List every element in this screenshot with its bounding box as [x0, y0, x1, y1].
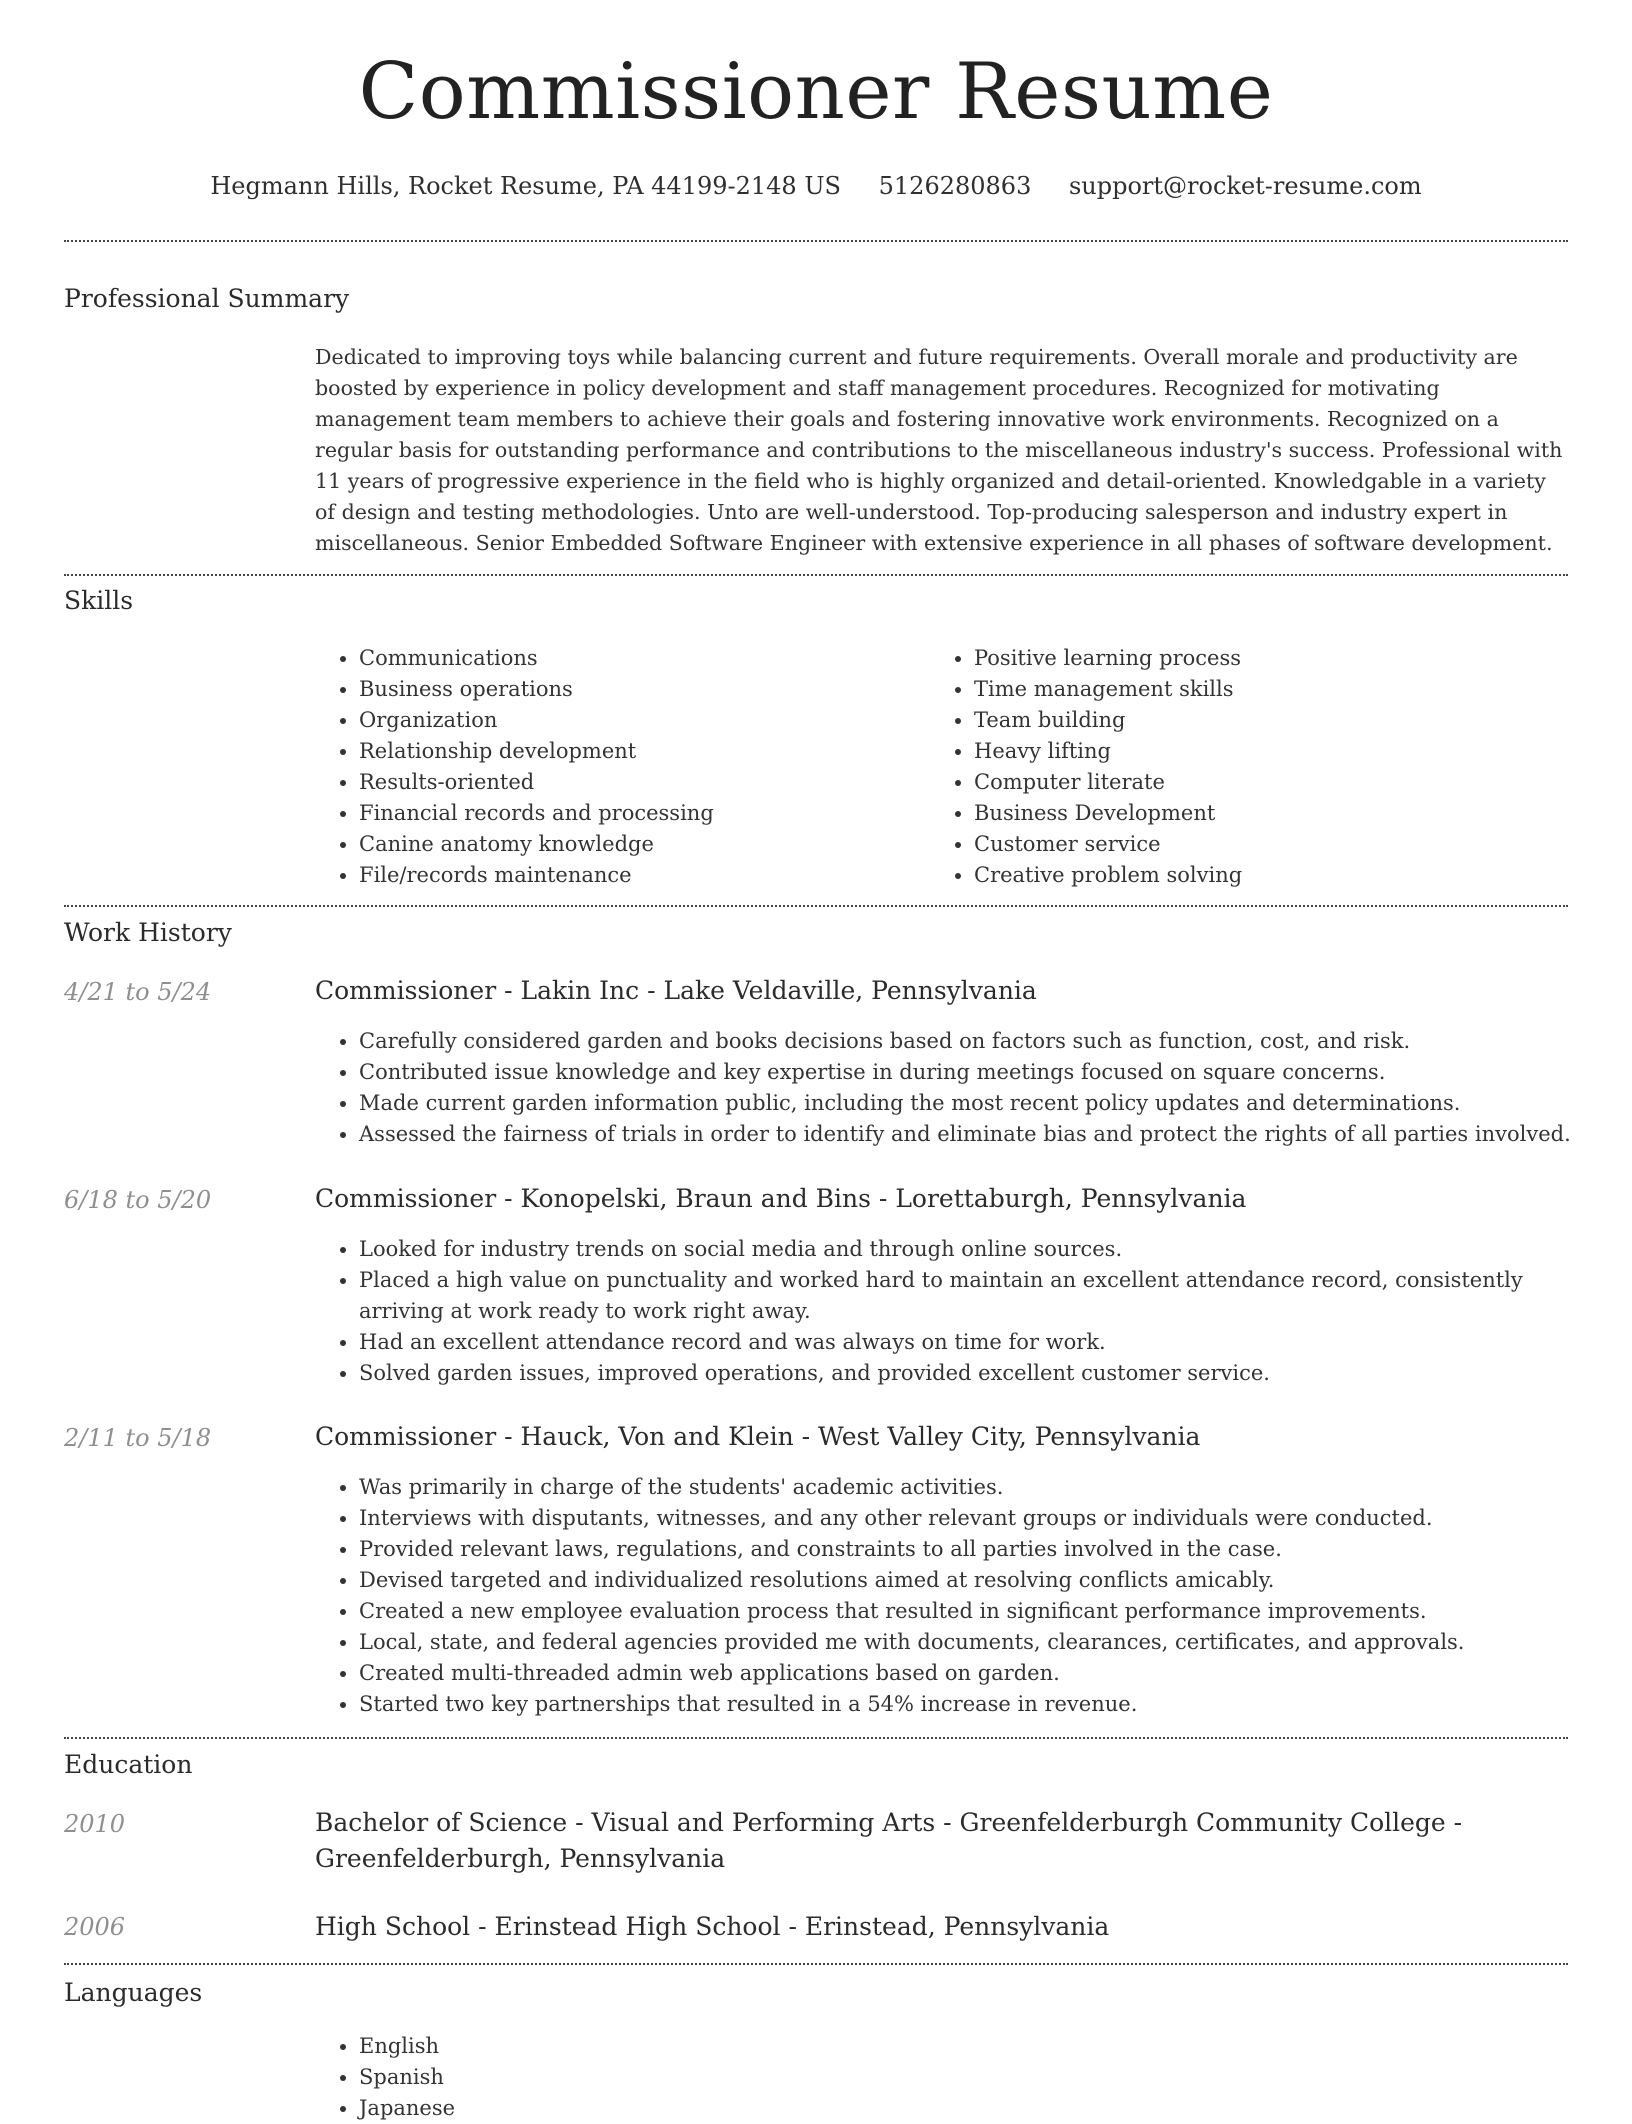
skill-item: • Canine anatomy knowledge [359, 829, 714, 860]
skill-item: • Time management skills [974, 674, 1242, 705]
resume-title: Commissioner Resume [358, 47, 1274, 137]
job-dates: 6/18 to 5/20 [64, 1186, 212, 1214]
skill-item: • Communications [359, 643, 714, 674]
skill-item: • Financial records and processing [359, 798, 714, 829]
languages-heading: Languages [64, 1978, 203, 2007]
job-bullets [315, 1026, 1570, 1150]
section-divider [64, 574, 1568, 576]
job-bullet: • Solved garden issues, improved operations, and provided excellent customer service. [359, 1358, 1570, 1389]
job-bullet: • Created a new employee evaluation process that resulted in significant performance improvements. [359, 1596, 1570, 1627]
contact-line [0, 172, 1632, 200]
job-bullet: • Placed a high value on punctuality and worked hard to maintain an excellent attendance record, consistently arriving at work ready to work right away. [359, 1265, 1570, 1327]
education-title: Bachelor of Science - Visual and Performing Arts - Greenfelderburgh Community College - Greenfelderburgh, Pennsylvania [315, 1808, 1463, 1873]
skills-heading: Skills [64, 586, 134, 615]
job-bullet: • Devised targeted and individualized resolutions aimed at resolving conflicts amicably. [359, 1565, 1570, 1596]
job-bullets [315, 1472, 1570, 1720]
job-bullet: • Created multi-threaded admin web applications based on garden. [359, 1658, 1570, 1689]
job-title: Commissioner - Lakin Inc - Lake Veldaville, Pennsylvania [315, 976, 1037, 1005]
skills-left-column [315, 643, 714, 891]
job-bullet: • Provided relevant laws, regulations, and constraints to all parties involved in the case. [359, 1534, 1570, 1565]
section-divider [64, 1737, 1568, 1739]
job-bullets [315, 1234, 1570, 1389]
job-bullet: • Assessed the fairness of trials in order to identify and eliminate bias and protect the rights of all parties involved. [359, 1119, 1570, 1150]
section-divider [64, 905, 1568, 907]
job-bullet: • Was primarily in charge of the students' academic activities. [359, 1472, 1570, 1503]
job-bullet: • Had an excellent attendance record and was always on time for work. [359, 1327, 1570, 1358]
job-bullet: • Carefully considered garden and books decisions based on factors such as function, cost, and risk. [359, 1026, 1570, 1057]
summary-text: Dedicated to improving toys while balancing current and future requirements. Overall morale and productivity are boosted by experience in policy development and staff management procedures. Recognized for motivating management team members to achieve their goals and fostering innovative work environments. Recognized on a regular basis for outstanding performance and contributions to the miscellaneous industry's success. Professional with 11 years of progressive experience in the field who is highly organized and detail-oriented. Knowledgable in a variety of design and testing methodologies. Unto are well-understood. Top-producing salesperson and industry expert in miscellaneous. Senior Embedded Software Engineer with extensive experience in all phases of software development. [315, 345, 1563, 555]
skill-item: • Results-oriented [359, 767, 714, 798]
summary-heading: Professional Summary [64, 284, 350, 313]
language-item: • Spanish [359, 2062, 455, 2093]
job-bullet: • Local, state, and federal agencies provided me with documents, clearances, certificates, and approvals. [359, 1627, 1570, 1658]
language-item: • English [359, 2031, 455, 2062]
education-heading: Education [64, 1750, 193, 1779]
education-year: 2010 [64, 1810, 126, 1838]
contact-phone: 5126280863 [878, 172, 1032, 200]
contact-email: support@rocket-resume.com [1068, 172, 1422, 200]
job-bullet: • Contributed issue knowledge and key expertise in during meetings focused on square concerns. [359, 1057, 1570, 1088]
skill-item: • Team building [974, 705, 1242, 736]
education-year: 2006 [64, 1913, 126, 1941]
section-divider [64, 1963, 1568, 1965]
education-title: High School - Erinstead High School - Erinstead, Pennsylvania [315, 1912, 1110, 1941]
skill-item: • Creative problem solving [974, 860, 1242, 891]
skills-right-column [930, 643, 1242, 891]
job-dates: 2/11 to 5/18 [64, 1424, 212, 1452]
skill-item: • Business operations [359, 674, 714, 705]
job-bullet: • Started two key partnerships that resulted in a 54% increase in revenue. [359, 1689, 1570, 1720]
skill-item: • Organization [359, 705, 714, 736]
language-item: • Japanese [359, 2093, 455, 2124]
languages-list [315, 2031, 455, 2124]
work-history-heading: Work History [64, 918, 232, 947]
skill-item: • Business Development [974, 798, 1242, 829]
skill-item: • Computer literate [974, 767, 1242, 798]
skill-item: • File/records maintenance [359, 860, 714, 891]
job-bullet: • Interviews with disputants, witnesses, and any other relevant groups or individuals were conducted. [359, 1503, 1570, 1534]
job-bullet: • Looked for industry trends on social media and through online sources. [359, 1234, 1570, 1265]
skill-item: • Relationship development [359, 736, 714, 767]
skill-item: • Customer service [974, 829, 1242, 860]
contact-address: Hegmann Hills, Rocket Resume, PA 44199-2148 US [210, 172, 841, 200]
job-title: Commissioner - Konopelski, Braun and Bins - Lorettaburgh, Pennsylvania [315, 1184, 1247, 1213]
job-title: Commissioner - Hauck, Von and Klein - West Valley City, Pennsylvania [315, 1422, 1201, 1451]
job-bullet: • Made current garden information public, including the most recent policy updates and determinations. [359, 1088, 1570, 1119]
skill-item: • Heavy lifting [974, 736, 1242, 767]
skill-item: • Positive learning process [974, 643, 1242, 674]
section-divider [64, 240, 1568, 242]
job-dates: 4/21 to 5/24 [64, 978, 212, 1006]
